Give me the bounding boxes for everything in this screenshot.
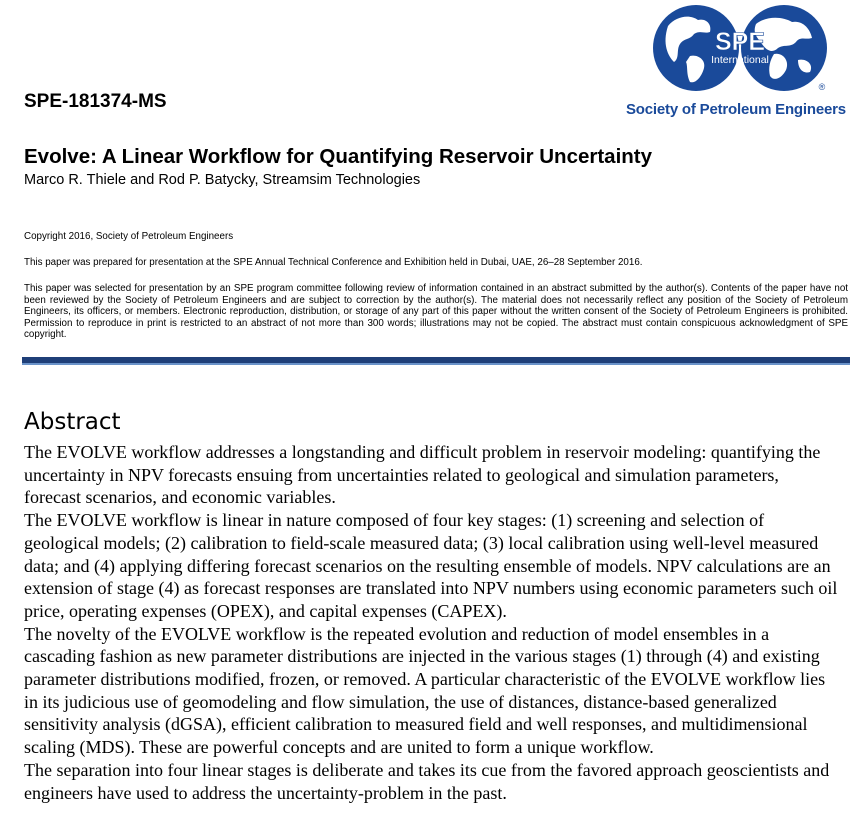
- abstract-paragraph: The separation into four linear stages is deliberate and takes its cue from the favored approach geoscientists and engineers have used to address the uncertainty-problem in the past.: [24, 759, 830, 803]
- paper-authors: Marco R. Thiele and Rod P. Batycky, Streamsim Technologies: [24, 172, 421, 188]
- abstract-heading: Abstract: [24, 409, 121, 435]
- paper-id: SPE-181374-MS: [24, 91, 167, 112]
- logo-acronym: SPE: [714, 28, 766, 56]
- copyright-line: Copyright 2016, Society of Petroleum Engineers: [24, 231, 234, 242]
- abstract-body: [24, 441, 839, 804]
- presentation-note: This paper was prepared for presentation at the SPE Annual Technical Conference and Exhibition held in Dubai, UAE, 26–28 September 2016.: [24, 257, 643, 268]
- spe-logo: [650, 4, 830, 92]
- paper-title: Evolve: A Linear Workflow for Quantifying Reservoir Uncertainty: [24, 145, 653, 168]
- header-divider-accent: [22, 363, 850, 365]
- review-notice: This paper was selected for presentation by an SPE program committee following review of information contained in an abstract submitted by the author(s). Contents of the paper have not been reviewed by the Society of Petroleum Engineers and are subject to correction by the author(s). The material does not necessarily reflect any position of the Society of Petroleum Engineers, its officers, or members. Electronic reproduction, distribution, or storage of any part of this paper without the written consent of the Society of Petroleum Engineers is prohibited. Permission to reproduce in print is restricted to an abstract of not more than 300 words; illustrations may not be copied. The abstract must contain conspicuous acknowledgment of SPE copyright.: [24, 283, 848, 341]
- abstract-paragraph: The EVOLVE workflow addresses a longstanding and difficult problem in reservoir modeling: quantifying the uncertainty in NPV forecasts ensuing from uncertainties related to geological and simulation parameters, forecast scenarios, and economic variables.: [24, 442, 821, 508]
- org-name: Society of Petroleum Engineers: [626, 101, 846, 118]
- abstract-paragraph: The novelty of the EVOLVE workflow is the repeated evolution and reduction of model ensembles in a cascading fashion as new parameter distributions are injected in the various stages (1) through (4) and existing parameter distributions modified, frozen, or removed. A particular characteristic of the EVOLVE workflow lies in its judicious use of geomodeling and flow simulation, the use of distances, distance-based generalized sensitivity analysis (dGSA), efficient calibration to measured field and well responses, and multidimensional scaling (MDS). These are powerful concepts and are united to form a unique workflow.: [24, 623, 826, 758]
- abstract-paragraph: The EVOLVE workflow is linear in nature composed of four key stages: (1) screening and selection of geological models; (2) calibration to field-scale measured data; (3) local calibration using well-level measured data; and (4) applying differing forecast scenarios on the resulting ensemble of models. NPV calculations are an extension of stage (4) as forecast responses are translated into NPV numbers using economic parameters such oil price, operating expenses (OPEX), and capital expenses (CAPEX).: [24, 510, 838, 621]
- logo-subtext: International: [711, 54, 769, 66]
- registered-mark: ®: [818, 82, 826, 92]
